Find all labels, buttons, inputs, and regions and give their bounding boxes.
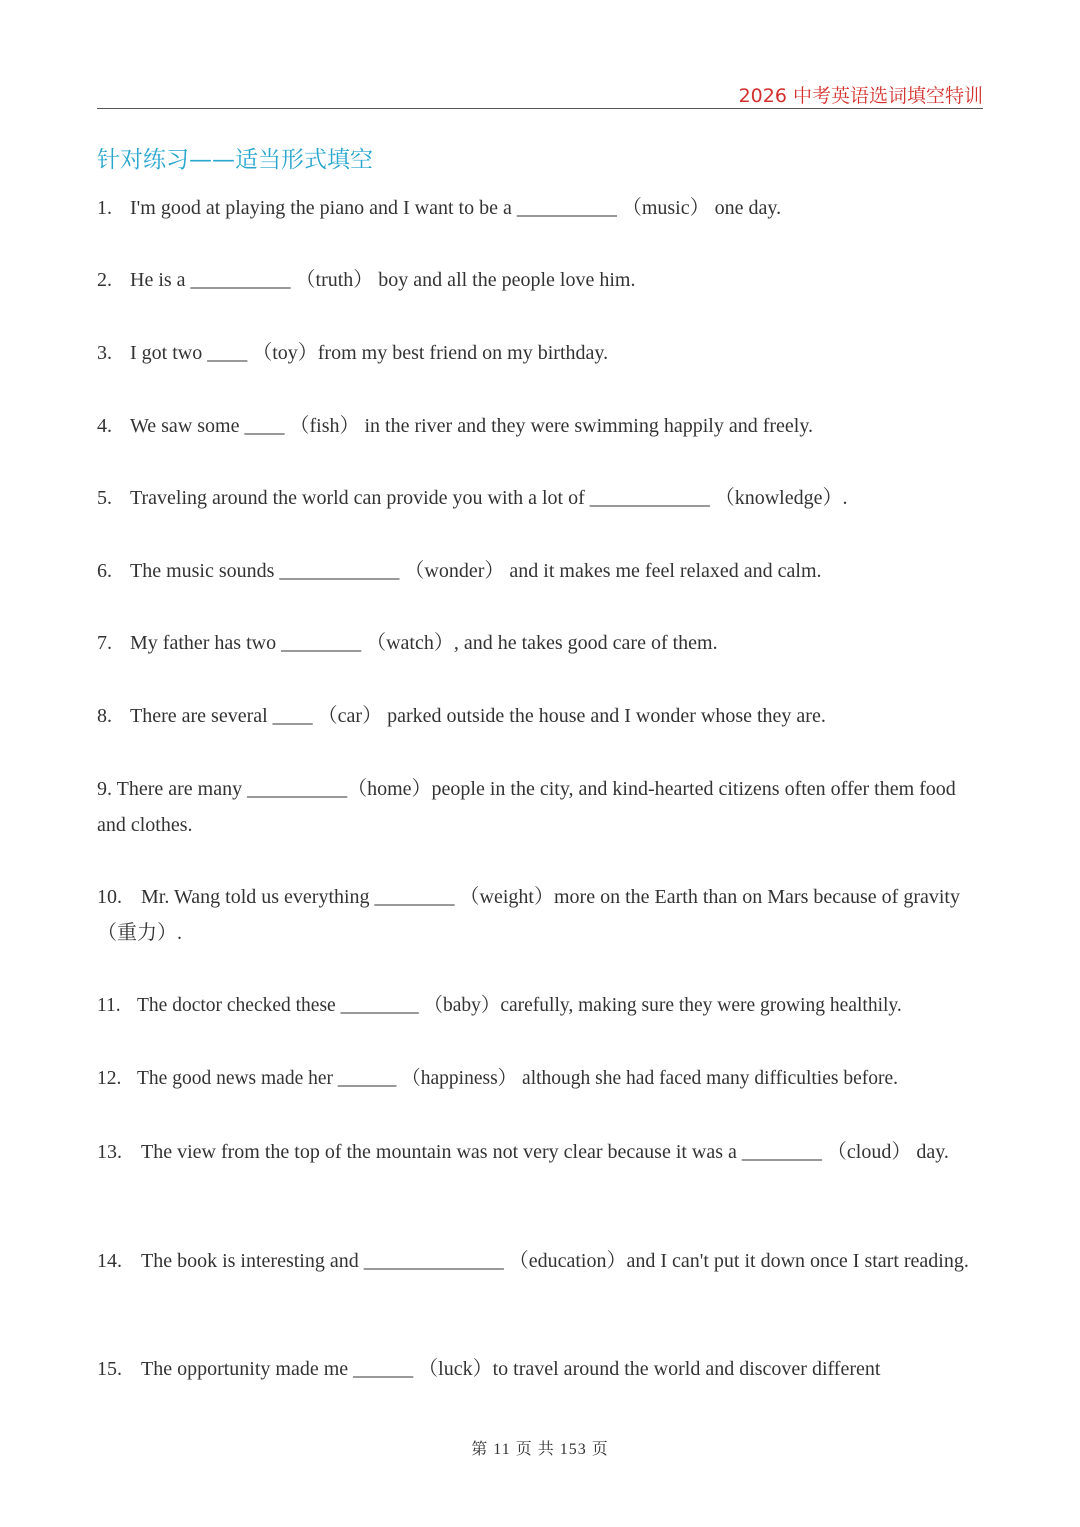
question-6 [97, 553, 983, 589]
question-14 [97, 1243, 983, 1279]
question-5 [97, 480, 983, 516]
question-number: 3. [97, 342, 112, 364]
question-4 [97, 408, 983, 444]
page-header [97, 78, 983, 109]
question-text: The view from the top of the mountain was not very clear because it was a ________ （cloud） day. [141, 1141, 949, 1163]
question-2 [97, 262, 983, 298]
question-12 [97, 1061, 983, 1097]
question-text: There are several ____ （car） parked outside the house and I wonder whose they are. [130, 705, 826, 727]
question-15 [97, 1351, 983, 1387]
question-13 [97, 1134, 983, 1170]
question-text: We saw some ____ （fish） in the river and they were swimming happily and freely. [130, 415, 814, 437]
question-8 [97, 698, 983, 734]
question-text: The book is interesting and ______________ （education）and I can't put it down once I start reading. [141, 1250, 969, 1272]
question-1 [97, 190, 983, 226]
question-text: 9. There are many __________（home）people in the city, and kind-hearted citizens often offer them food and clothes. [97, 778, 956, 836]
question-11 [97, 988, 983, 1024]
question-number: 8. [97, 705, 112, 727]
section-title: 针对练习——适当形式填空 [97, 147, 373, 173]
question-text: I got two ____ （toy）from my best friend on my birthday. [130, 342, 609, 364]
question-text: Traveling around the world can provide you with a lot of ____________ （knowledge）. [130, 487, 848, 509]
header-title: 2026 中考英语选词填空特训 [738, 85, 983, 107]
question-text: I'm good at playing the piano and I want to be a __________ （music） one day. [130, 197, 782, 219]
question-text: The doctor checked these ________ （baby）carefully, making sure they were growing healthily. [137, 995, 902, 1016]
question-text: My father has two ________ （watch）, and he takes good care of them. [130, 632, 718, 654]
question-number: 10. [97, 886, 122, 908]
question-number: 13. [97, 1141, 122, 1163]
page-footer: 第 11 页 共 153 页 [471, 1441, 609, 1458]
question-text: Mr. Wang told us everything ________ （weight）more on the Earth than on Mars because of gravity（重力）. [97, 886, 960, 944]
question-number: 7. [97, 632, 112, 654]
question-number: 12. [97, 1068, 122, 1089]
question-number: 2. [97, 269, 112, 291]
question-number: 14. [97, 1250, 122, 1272]
question-text: The opportunity made me ______ （luck）to travel around the world and discover different [141, 1358, 881, 1380]
question-number: 11. [97, 995, 121, 1016]
question-text: The music sounds ____________ （wonder） and it makes me feel relaxed and calm. [130, 560, 822, 582]
question-number: 4. [97, 415, 112, 437]
question-text: He is a __________ （truth） boy and all the people love him. [130, 269, 636, 291]
question-number: 1. [97, 197, 112, 219]
question-10 [97, 879, 983, 951]
question-number: 6. [97, 560, 112, 582]
question-9 [97, 771, 983, 843]
question-number: 15. [97, 1358, 122, 1380]
question-text: The good news made her ______ （happiness） although she had faced many difficulties before. [137, 1068, 899, 1089]
question-7 [97, 625, 983, 661]
question-number: 5. [97, 487, 112, 509]
question-3 [97, 335, 983, 371]
